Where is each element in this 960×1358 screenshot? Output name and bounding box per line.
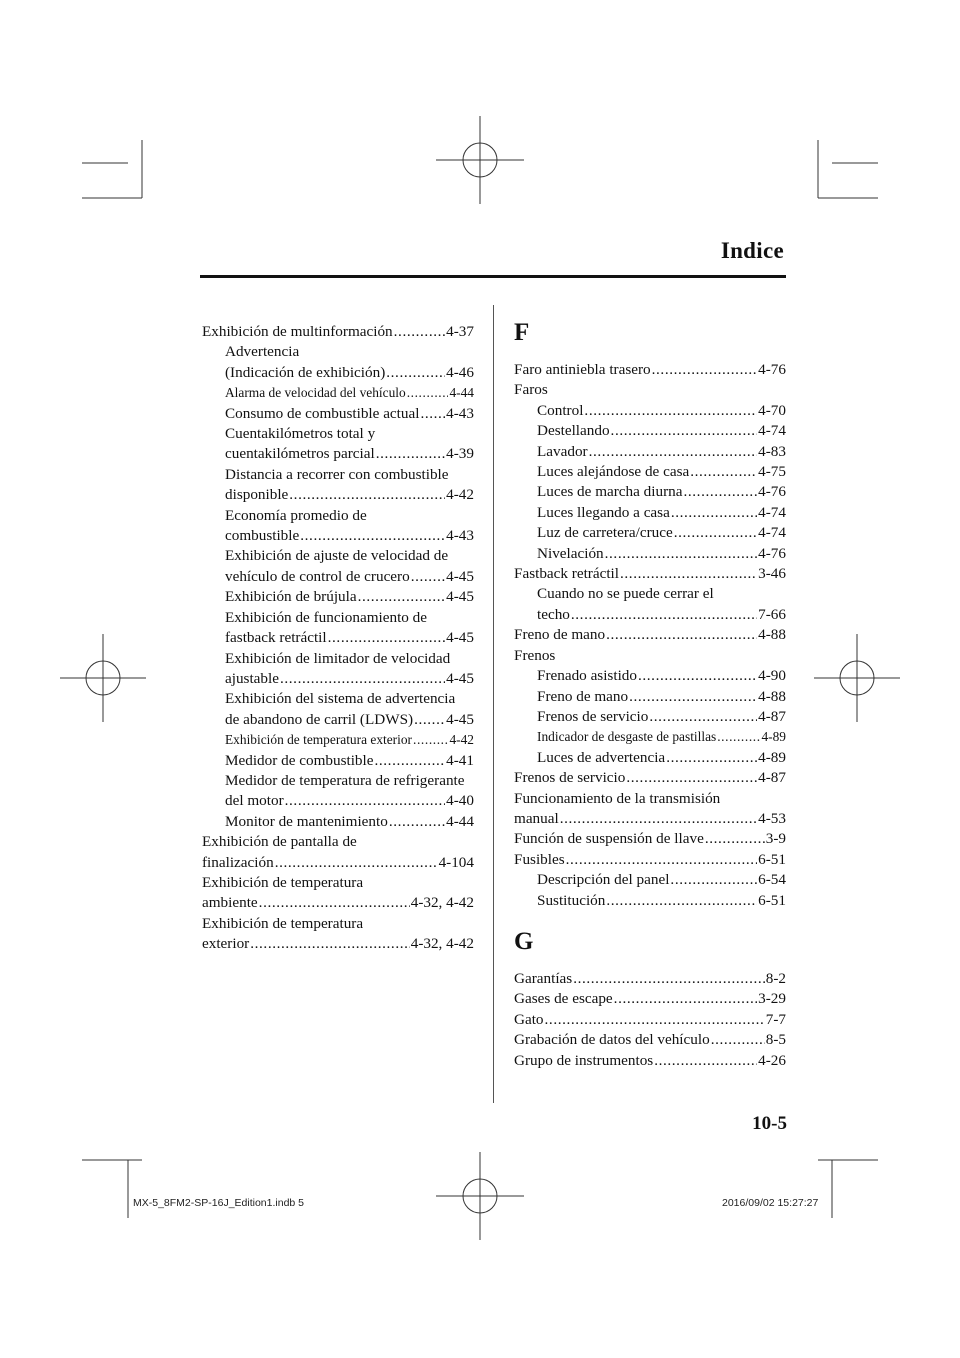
- entry-page: 4-83: [758, 442, 786, 460]
- header-rule: [200, 275, 786, 278]
- index-entry: [514, 870, 786, 890]
- index-entry: Funcionamiento de la transmisión: [514, 789, 721, 807]
- leader-dots: [638, 666, 757, 686]
- entry-page: 4-26: [758, 1051, 786, 1069]
- index-entry: [514, 503, 786, 523]
- leader-dots: [259, 893, 410, 913]
- leader-dots: [614, 989, 757, 1009]
- entry-text: Grabación de datos del vehículo: [514, 1031, 710, 1049]
- entry-text: vehículo de control de crucero: [225, 567, 410, 585]
- entry-text: Exhibición de multinformación: [202, 323, 393, 340]
- index-entry: [202, 791, 474, 811]
- leader-dots: [654, 1051, 757, 1071]
- index-entry: [514, 891, 786, 911]
- entry-text: Indicador de desgaste de pastillas: [537, 729, 717, 745]
- index-entry: [514, 442, 786, 462]
- index-entry: Exhibición de pantalla de: [202, 833, 357, 851]
- entry-page: 4-90: [758, 667, 786, 685]
- index-entry: [514, 625, 786, 645]
- index-entry: [202, 363, 474, 383]
- index-entry: [202, 730, 474, 750]
- index-entry: [514, 1010, 786, 1030]
- leader-dots: [280, 669, 445, 689]
- entry-text: Exhibición de temperatura exterior: [225, 732, 413, 748]
- index-entry: Cuentakilómetros total y: [225, 425, 376, 443]
- index-entry: [514, 687, 786, 707]
- entry-text: Luces de advertencia: [537, 748, 666, 766]
- index-entry: [202, 628, 474, 648]
- entry-page: 3-29: [758, 990, 786, 1008]
- leader-dots: [389, 812, 445, 832]
- index-entry: [514, 989, 786, 1009]
- entry-text: Luces alejándose de casa: [537, 463, 690, 481]
- entry-text: fastback retráctil: [225, 629, 327, 647]
- entry-page: 4-43: [446, 404, 474, 422]
- index-entry: [514, 564, 786, 584]
- index-entry: [514, 544, 786, 564]
- entry-page: 6-51: [758, 891, 786, 909]
- entry-page: 4-53: [758, 809, 786, 827]
- entry-text: Luces de marcha diurna: [537, 483, 683, 501]
- leader-dots: [584, 401, 757, 421]
- index-entry: [202, 567, 474, 587]
- leader-dots: [690, 462, 757, 482]
- entry-text: ambiente: [202, 894, 258, 912]
- entry-text: Gases de escape: [514, 990, 613, 1008]
- entry-page: 4-87: [758, 707, 786, 725]
- leader-dots: [376, 444, 445, 464]
- entry-text: Frenos de servicio: [514, 769, 626, 787]
- leader-dots: [328, 628, 446, 648]
- entry-page: 4-41: [446, 751, 474, 769]
- index-entry: [514, 523, 786, 543]
- leader-dots: [374, 751, 445, 771]
- entry-page: 3-46: [758, 565, 786, 583]
- entry-text: Destellando: [537, 422, 610, 440]
- index-entry: [514, 809, 786, 829]
- entry-text: Alarma de velocidad del vehículo: [225, 385, 406, 401]
- index-entry: [514, 850, 786, 870]
- entry-text: Monitor de mantenimiento: [225, 812, 388, 830]
- index-entry: Exhibición de limitador de velocidad: [225, 649, 451, 667]
- entry-page: 4-76: [758, 361, 786, 378]
- index-left-column: [202, 322, 474, 955]
- entry-text: Función de suspensión de llave: [514, 830, 704, 848]
- entry-page: 4-45: [446, 710, 474, 728]
- index-entry: [514, 1030, 786, 1050]
- index-entry: Exhibición de temperatura: [202, 873, 364, 891]
- leader-dots: [414, 710, 445, 730]
- entry-text: manual: [514, 809, 559, 827]
- entry-text: Fusibles: [514, 850, 565, 868]
- index-entry: Economía promedio de: [225, 506, 367, 524]
- section-g-entries: [514, 969, 786, 1071]
- index-entry: [202, 812, 474, 832]
- footer-file: MX-5_8FM2-SP-16J_Edition1.indb 5: [133, 1197, 305, 1209]
- entry-page: 4-40: [446, 792, 474, 810]
- entry-text: Exhibición de brújula: [225, 588, 357, 606]
- leader-dots: [250, 934, 409, 954]
- index-entry: [514, 727, 786, 747]
- entry-text: de abandono de carril (LDWS): [225, 710, 414, 728]
- index-entry: Exhibición de ajuste de velocidad de: [225, 547, 449, 565]
- index-entry: [202, 751, 474, 771]
- index-entry: [202, 485, 474, 505]
- entry-page: 4-42: [449, 732, 474, 748]
- leader-dots: [606, 891, 757, 911]
- entry-page: 4-44: [446, 812, 474, 830]
- leader-dots: [275, 853, 438, 873]
- entry-page: 3-9: [765, 830, 786, 848]
- entry-page: 6-54: [758, 871, 786, 889]
- index-entry: [202, 404, 474, 424]
- leader-dots: [394, 322, 446, 342]
- entry-text: Nivelación: [537, 544, 604, 562]
- entry-page: 4-45: [446, 629, 474, 647]
- index-entry: [514, 401, 786, 421]
- entry-page: 4-39: [446, 445, 474, 463]
- entry-text: finalización: [202, 853, 274, 871]
- leader-dots: [670, 870, 757, 890]
- leader-dots: [649, 707, 757, 727]
- entry-text: Frenos de servicio: [537, 707, 649, 725]
- index-entry: [514, 482, 786, 502]
- index-entry: Faros: [514, 381, 548, 399]
- entry-text: Grupo de instrumentos: [514, 1051, 654, 1069]
- leader-dots: [545, 1010, 765, 1030]
- entry-page: 4-43: [446, 527, 474, 545]
- entry-text: Luz de carretera/cruce: [537, 524, 673, 542]
- leader-dots: [566, 850, 758, 870]
- entry-page: 4-74: [758, 524, 786, 542]
- leader-dots: [674, 523, 757, 543]
- entry-page: 4-88: [758, 687, 786, 705]
- leader-dots: [717, 727, 760, 747]
- index-entry: [202, 853, 474, 873]
- entry-page: 4-74: [758, 422, 786, 440]
- entry-text: techo: [537, 605, 570, 623]
- entry-page: 8-2: [765, 969, 786, 987]
- entry-text: disponible: [225, 486, 289, 504]
- entry-page: 4-44: [449, 385, 474, 401]
- entry-text: del motor: [225, 792, 284, 810]
- leader-dots: [420, 404, 445, 424]
- index-entry: Exhibición de temperatura: [202, 914, 364, 932]
- leader-dots: [358, 587, 446, 607]
- entry-page: 4-74: [758, 503, 786, 521]
- footer-timestamp: 2016/09/02 15:27:27: [722, 1197, 819, 1209]
- section-letter-g: G: [514, 927, 534, 955]
- entry-text: Faro antiniebla trasero: [514, 361, 651, 378]
- entry-page: 4-45: [446, 567, 474, 585]
- leader-dots: [413, 730, 448, 750]
- entry-text: Control: [537, 401, 584, 419]
- index-entry: Frenos: [514, 646, 556, 664]
- entry-text: Consumo de combustible actual: [225, 404, 420, 422]
- entry-page: 4-87: [758, 769, 786, 787]
- leader-dots: [626, 768, 757, 788]
- index-entry: [514, 1051, 786, 1071]
- index-entry: [202, 444, 474, 464]
- index-entry: Cuando no se puede cerrar el: [537, 585, 714, 603]
- index-entry: [514, 969, 786, 989]
- entry-page: 4-32, 4-42: [410, 894, 474, 912]
- index-entry: [202, 893, 474, 913]
- entry-page: 4-89: [761, 729, 786, 745]
- entry-text: Freno de mano: [514, 626, 606, 644]
- entry-page: 6-51: [758, 850, 786, 868]
- entry-page: 4-88: [758, 626, 786, 644]
- entry-page: 4-46: [446, 363, 474, 381]
- leader-dots: [620, 564, 757, 584]
- index-entry: [514, 605, 786, 625]
- page-number: 10-5: [752, 1113, 787, 1134]
- index-entry: [514, 768, 786, 788]
- entry-text: Frenado asistido: [537, 667, 637, 685]
- entry-page: 4-70: [758, 401, 786, 419]
- index-entry: [202, 526, 474, 546]
- index-entry: [202, 383, 474, 403]
- leader-dots: [407, 383, 449, 403]
- leader-dots: [289, 485, 445, 505]
- entry-page: 7-7: [765, 1010, 786, 1028]
- entry-text: Lavador: [537, 442, 588, 460]
- index-entry: [514, 666, 786, 686]
- index-entry: Medidor de temperatura de refrigerante: [225, 771, 465, 789]
- leader-dots: [711, 1030, 765, 1050]
- entry-text: Gato: [514, 1010, 544, 1028]
- entry-text: Medidor de combustible: [225, 751, 374, 769]
- entry-page: 4-32, 4-42: [410, 935, 474, 953]
- index-entry: Advertencia: [225, 343, 300, 361]
- entry-page: 7-66: [758, 605, 786, 623]
- entry-text: cuentakilómetros parcial: [225, 445, 375, 463]
- entry-page: 8-5: [765, 1031, 786, 1049]
- index-right-column: [514, 360, 786, 1071]
- entry-page: 4-45: [446, 669, 474, 687]
- index-entry: Distancia a recorrer con combustible: [225, 465, 449, 483]
- entry-text: Sustitución: [537, 891, 606, 909]
- entry-page: 4-104: [438, 853, 474, 871]
- leader-dots: [611, 421, 758, 441]
- leader-dots: [666, 748, 757, 768]
- index-entry: [202, 710, 474, 730]
- entry-text: Luces llegando a casa: [537, 503, 670, 521]
- entry-page: 4-89: [758, 748, 786, 766]
- entry-text: Garantías: [514, 969, 573, 987]
- entry-page: 4-76: [758, 483, 786, 501]
- leader-dots: [571, 605, 757, 625]
- leader-dots: [386, 363, 445, 383]
- index-entry: [514, 421, 786, 441]
- entry-text: Descripción del panel: [537, 871, 670, 889]
- entry-page: 4-75: [758, 463, 786, 481]
- leader-dots: [629, 687, 757, 707]
- index-entry: [514, 748, 786, 768]
- index-entry: [202, 587, 474, 607]
- leader-dots: [605, 544, 758, 564]
- leader-dots: [671, 503, 757, 523]
- index-entry: [202, 934, 474, 954]
- leader-dots: [652, 360, 758, 380]
- entry-text: (Indicación de exhibición): [225, 363, 386, 381]
- index-entry: [514, 462, 786, 482]
- page-title: Indice: [720, 238, 784, 263]
- entry-text: Fastback retráctil: [514, 565, 619, 583]
- section-f-entries: [514, 360, 786, 911]
- index-entry: Exhibición de funcionamiento de: [225, 608, 428, 626]
- entry-text: ajustable: [225, 669, 279, 687]
- leader-dots: [285, 791, 446, 811]
- column-divider: [493, 305, 494, 1103]
- entry-text: exterior: [202, 935, 250, 953]
- leader-dots: [560, 809, 757, 829]
- entry-text: combustible: [225, 527, 300, 545]
- entry-page: 4-76: [758, 544, 786, 562]
- index-entry: [202, 322, 474, 342]
- index-entry: [514, 829, 786, 849]
- index-entry: [514, 707, 786, 727]
- leader-dots: [411, 567, 445, 587]
- entry-text: Freno de mano: [537, 687, 629, 705]
- leader-dots: [573, 969, 765, 989]
- entry-page: 4-37: [446, 323, 474, 340]
- leader-dots: [300, 526, 445, 546]
- leader-dots: [683, 482, 757, 502]
- leader-dots: [589, 442, 758, 462]
- section-letter-f: F: [514, 319, 530, 346]
- index-entry: [514, 360, 786, 380]
- index-entry: Exhibición del sistema de advertencia: [225, 690, 456, 708]
- entry-page: 4-45: [446, 588, 474, 606]
- entry-page: 4-42: [446, 486, 474, 504]
- leader-dots: [606, 625, 757, 645]
- index-entry: [202, 669, 474, 689]
- leader-dots: [705, 829, 765, 849]
